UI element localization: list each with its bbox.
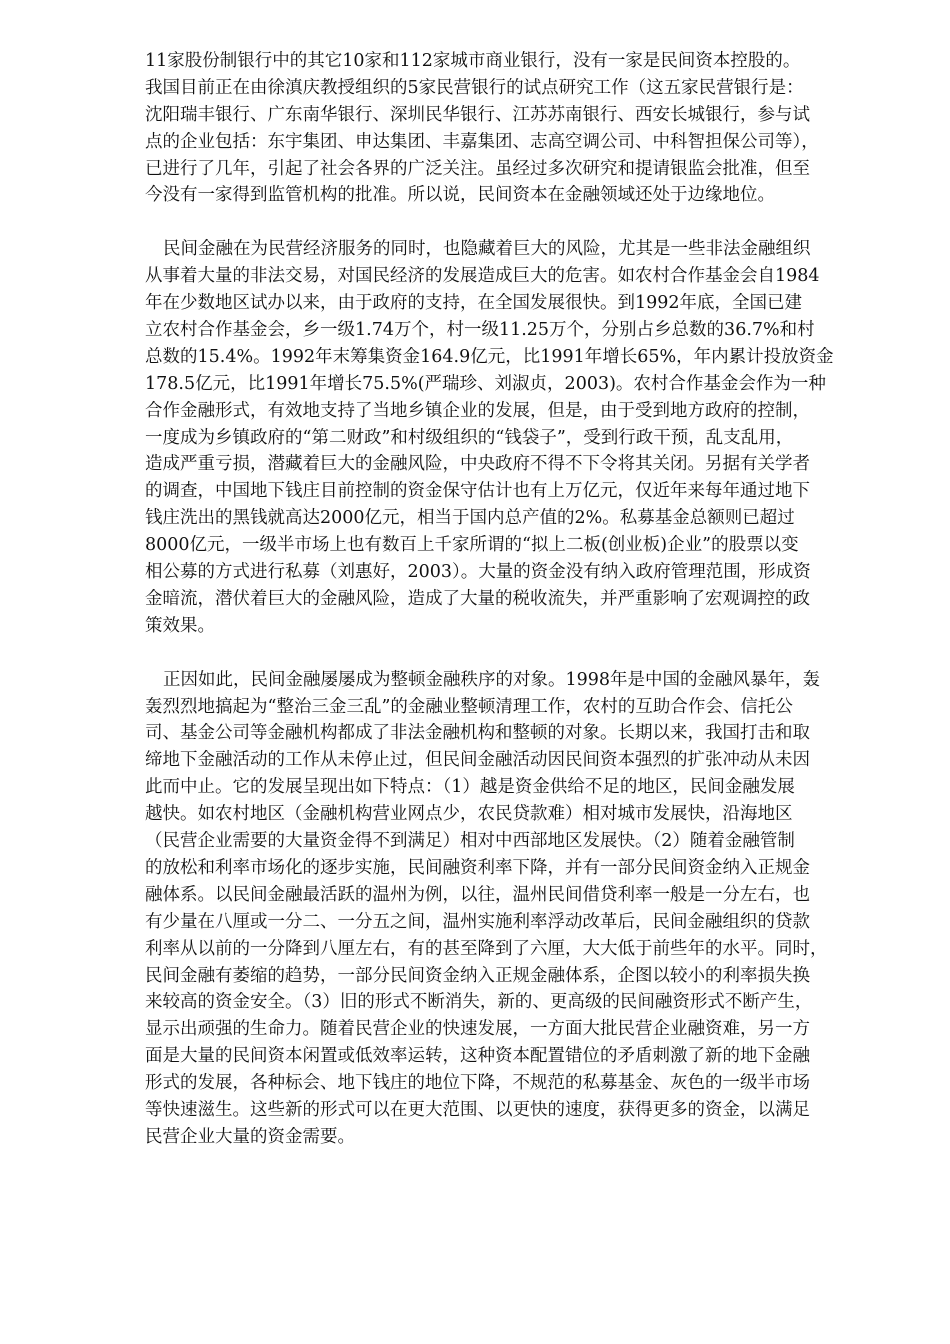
text-line: （民营企业需要的大量资金得不到满足）相对中西部地区发展快。（2）随着金融管制 xyxy=(145,831,795,852)
text-line: 越快。如农村地区（金融机构营业网点少，农民贷款难）相对城市发展快，沿海地区 xyxy=(145,804,793,825)
text-line: 有少量在八厘或一分二、一分五之间，温州实施利率浮动改革后，民间金融组织的贷款 xyxy=(145,911,810,932)
text-line: 民间金融在为民营经济服务的同时，也隐藏着巨大的风险，尤其是一些非法金融组织 xyxy=(163,239,811,260)
text-line: 显示出顽强的生命力。随着民营企业的快速发展，一方面大批民营企业融资难，另一方 xyxy=(145,1019,810,1040)
text-line: 民间金融有萎缩的趋势，一部分民间资金纳入正规金融体系，企图以较小的利率损失换 xyxy=(145,965,810,986)
text-line: 的调查，中国地下钱庄目前控制的资金保守估计也有上万亿元，仅近年来每年通过地下 xyxy=(145,481,810,502)
text-line: 8000亿元，一级半市场上也有数百上千家所谓的“拟上二板(创业板)企业”的股票以变 xyxy=(145,535,799,556)
paragraph-gap xyxy=(145,209,878,236)
paragraph-2 xyxy=(145,236,878,639)
text-line: 一度成为乡镇政府的“第二财政”和村级组织的“钱袋子”，受到行政干预，乱支乱用， xyxy=(145,427,794,448)
text-line: 正因如此，民间金融屡屡成为整顿金融秩序的对象。1998年是中国的金融风暴年，轰 xyxy=(163,669,821,690)
text-line: 从事着大量的非法交易，对国民经济的发展造成巨大的危害。如农村合作基金会自1984 xyxy=(145,266,820,287)
text-line: 总数的15.4%。1992年末筹集资金164.9亿元，比1991年增长65%，年内累计投放资金 xyxy=(145,346,834,367)
text-line: 民营企业大量的资金需要。 xyxy=(145,1126,355,1147)
text-line: 面是大量的民间资本闲置或低效率运转，这种资本配置错位的矛盾刺激了新的地下金融 xyxy=(145,1046,810,1067)
text-line: 形式的发展，各种标会、地下钱庄的地位下降，不规范的私募基金、灰色的一级半市场 xyxy=(145,1073,810,1094)
text-line: 司、基金公司等金融机构都成了非法金融机构和整顿的对象。长期以来，我国打击和取 xyxy=(145,723,810,744)
text-line: 等快速滋生。这些新的形式可以在更大范围、以更快的速度，获得更多的资金，以满足 xyxy=(145,1099,810,1120)
text-line: 年在少数地区试办以来，由于政府的支持，在全国发展很快。到1992年底，全国已建 xyxy=(145,293,803,314)
text-line: 已进行了几年，引起了社会各界的广泛关注。虽经过多次研究和提请银监会批准，但至 xyxy=(145,158,810,179)
paragraph-gap xyxy=(145,640,878,667)
document-page xyxy=(145,48,878,1151)
text-line: 此而中止。它的发展呈现出如下特点：（1）越是资金供给不足的地区，民间金融发展 xyxy=(145,777,795,798)
paragraph-1 xyxy=(145,48,878,209)
text-line: 来较高的资金安全。（3）旧的形式不断消失，新的、更高级的民间融资形式不断产生， xyxy=(145,992,813,1013)
text-line: 11家股份制银行中的其它10家和112家城市商业银行，没有一家是民间资本控股的。 xyxy=(145,51,801,71)
text-line: 策效果。 xyxy=(145,615,215,636)
text-line: 点的企业包括：东宇集团、申达集团、丰嘉集团、志高空调公司、中科智担保公司等）， xyxy=(145,131,819,152)
text-line: 178.5亿元，比1991年增长75.5%(严瑞珍、刘淑贞，2003)。农村合作基金会作为一种 xyxy=(145,373,826,394)
text-line: 合作金融形式，有效地支持了当地乡镇企业的发展，但是，由于受到地方政府的控制， xyxy=(145,400,810,421)
text-line: 立农村合作基金会，乡一级1.74万个，村一级11.25万个，分别占乡总数的36.7%和村 xyxy=(145,320,815,341)
paragraph-3 xyxy=(145,667,878,1151)
text-line: 相公募的方式进行私募（刘惠好，2003）。大量的资金没有纳入政府管理范围，形成资 xyxy=(145,562,811,583)
text-line: 利率从以前的一分降到八厘左右，有的甚至降到了六厘，大大低于前些年的水平。同时， xyxy=(145,938,828,959)
text-line: 融体系。以民间金融最活跃的温州为例，以往，温州民间借贷利率一般是一分左右，也 xyxy=(145,884,810,905)
text-line: 造成严重亏损，潜藏着巨大的金融风险，中央政府不得不下令将其关闭。另据有关学者 xyxy=(145,454,810,475)
text-line: 轰烈烈地搞起为“整治三金三乱”的金融业整顿清理工作，农村的互助合作会、信托公 xyxy=(145,696,793,717)
text-line: 钱庄洗出的黑钱就高达2000亿元，相当于国内总产值的2%。私募基金总额则已超过 xyxy=(145,508,795,529)
text-line: 沈阳瑞丰银行、广东南华银行、深圳民华银行、江苏苏南银行、西安长城银行，参与试 xyxy=(145,104,810,125)
text-line: 今没有一家得到监管机构的批准。所以说，民间资本在金融领域还处于边缘地位。 xyxy=(145,185,775,206)
text-line: 的放松和利率市场化的逐步实施，民间融资利率下降，并有一部分民间资金纳入正规金 xyxy=(145,857,810,878)
text-line: 金暗流，潜伏着巨大的金融风险，造成了大量的税收流失，并严重影响了宏观调控的政 xyxy=(145,588,810,609)
text-line: 我国目前正在由徐滇庆教授组织的5家民营银行的试点研究工作（这五家民营银行是： xyxy=(145,77,804,98)
text-line: 缔地下金融活动的工作从未停止过，但民间金融活动因民间资本强烈的扩张冲动从未因 xyxy=(145,750,810,771)
